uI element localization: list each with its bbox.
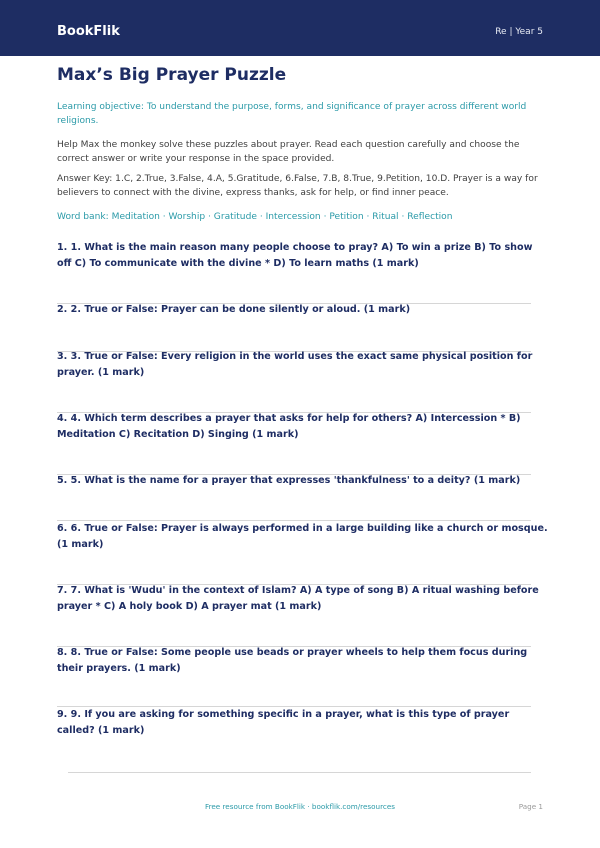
learning-objective: Learning objective: To understand the purpose, forms, and significance of prayer across different world religions. — [57, 102, 527, 126]
word-bank: Word bank: Meditation · Worship · Gratitude · Intercession · Petition · Ritual · Reflection — [57, 212, 453, 222]
brand-logo-text[interactable]: BookFlik — [57, 24, 120, 39]
question-1: 1. 1. What is the main reason many people choose to pray? A) To win a prize B) To show off C) To communicate with the divine * D) To learn maths (1 mark) — [57, 242, 533, 269]
answer-key-text: Answer Key: 1.C, 2.True, 3.False, 4.A, 5.Gratitude, 6.False, 7.B, 8.True, 9.Petition, 10.D. Prayer is a way for believers to connect with the divine, express thanks, ask for help, or find inner peace. — [57, 174, 538, 198]
question-7: 7. 7. What is 'Wudu' in the context of Islam? A) A type of song B) A ritual washing before prayer * C) A holy book D) A prayer mat (1 mark) — [57, 585, 539, 612]
question-2: 2. 2. True or False: Prayer can be done silently or aloud. (1 mark) — [57, 304, 411, 315]
footer-divider — [68, 772, 531, 773]
question-6: 6. 6. True or False: Prayer is always performed in a large building like a church or mosque. (1 mark) — [57, 523, 548, 550]
page-header — [0, 0, 600, 56]
question-9: 9. 9. If you are asking for something specific in a prayer, what is this type of prayer called? (1 mark) — [57, 709, 510, 736]
question-8: 8. 8. True or False: Some people use beads or prayer wheels to help them focus during their prayers. (1 mark) — [57, 647, 528, 674]
subject-year-label: Re | Year 5 — [495, 27, 543, 37]
page-number: Page 1 — [518, 802, 543, 811]
footer-link[interactable]: Free resource from BookFlik · bookflik.com/resources — [204, 802, 396, 811]
question-3: 3. 3. True or False: Every religion in the world uses the exact same physical position for prayer. (1 mark) — [57, 351, 533, 378]
question-4: 4. 4. Which term describes a prayer that asks for help for others? A) Intercession * B) Meditation C) Recitation D) Singing (1 mark) — [57, 413, 521, 440]
question-5: 5. 5. What is the name for a prayer that expresses 'thankfulness' to a deity? (1 mark) — [57, 475, 521, 486]
instructions-text: Help Max the monkey solve these puzzles about prayer. Read each question carefully and choose the correct answer or write your response in the space provided. — [57, 140, 520, 164]
page-title: Max’s Big Prayer Puzzle — [57, 65, 287, 85]
